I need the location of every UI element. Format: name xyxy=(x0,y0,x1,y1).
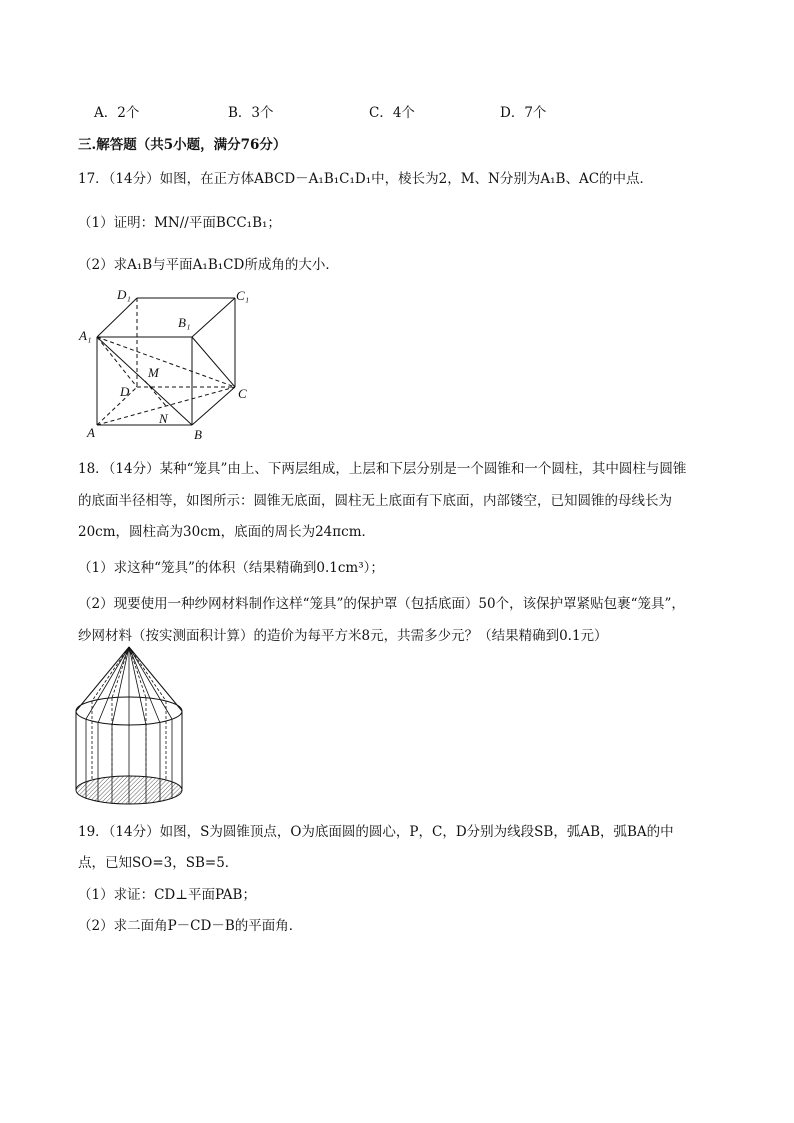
q17-part2: （2）求A₁B与平面A₁B₁CD所成角的大小． xyxy=(78,257,339,273)
q18-stem-line2: 的底面半径相等，如图所示：圆锥无底面，圆柱无上底面有下底面，内部镂空，已知圆锥的母线长为 xyxy=(78,493,672,509)
q18-part2-line1: （2）现要使用一种纱网材料制作这样“笼具”的保护罩（包括底面）50个，该保护罩紧贴包裹“笼具”， xyxy=(78,596,685,612)
label-n: N xyxy=(159,411,168,426)
q18-stem-line3: 20cm，圆柱高为30cm，底面的周长为24πcm． xyxy=(78,524,375,540)
label-m: M xyxy=(148,365,159,380)
section-title: 三.解答题（共5小题，满分76分） xyxy=(78,137,287,153)
option-d: D．7个 xyxy=(500,105,547,121)
label-c: C xyxy=(238,386,247,401)
option-a: A．2个 xyxy=(94,105,140,121)
q17-stem: 17．（14分）如图，在正方体ABCD－A₁B₁C₁D₁中，棱长为2，M、N分别为A₁B、AC的中点． xyxy=(78,171,654,187)
label-b1: B₁ xyxy=(178,315,191,330)
q19-stem-line1: 19．（14分）如图，S为圆锥顶点，O为底面圆的圆心，P，C，D分别为线段SB，弧AB，弧BA的中 xyxy=(78,824,674,840)
q18-part2-line2: 纱网材料（按实测面积计算）的造价为每平方米8元，共需多少元？（结果精确到0.1元） xyxy=(78,628,608,644)
option-b: B．3个 xyxy=(228,105,274,121)
cage-figure xyxy=(72,645,186,811)
label-a: A xyxy=(87,425,95,440)
q19-part2: （2）求二面角P－CD－B的平面角． xyxy=(78,918,303,934)
q17-part1: （1）证明：MN//平面BCC₁B₁； xyxy=(78,215,281,231)
q19-part1: （1）求证：CD⊥平面PAB； xyxy=(78,887,256,903)
label-d1: D₁ xyxy=(117,287,131,302)
label-d: D xyxy=(120,384,130,399)
label-c1: C₁ xyxy=(236,288,250,303)
q18-stem-line1: 18．（14分）某种“笼具”由上、下两层组成，上层和下层分别是一个圆锥和一个圆柱，其中圆柱与圆锥 xyxy=(78,461,687,477)
option-c: C．4个 xyxy=(369,105,415,121)
label-a1: A₁ xyxy=(79,328,92,343)
cube-figure xyxy=(75,283,255,445)
q18-part1: （1）求这种“笼具”的体积（结果精确到0.1cm³）； xyxy=(78,560,384,576)
q19-stem-line2: 点，已知SO=3，SB=5． xyxy=(78,855,239,871)
label-b: B xyxy=(194,427,202,442)
